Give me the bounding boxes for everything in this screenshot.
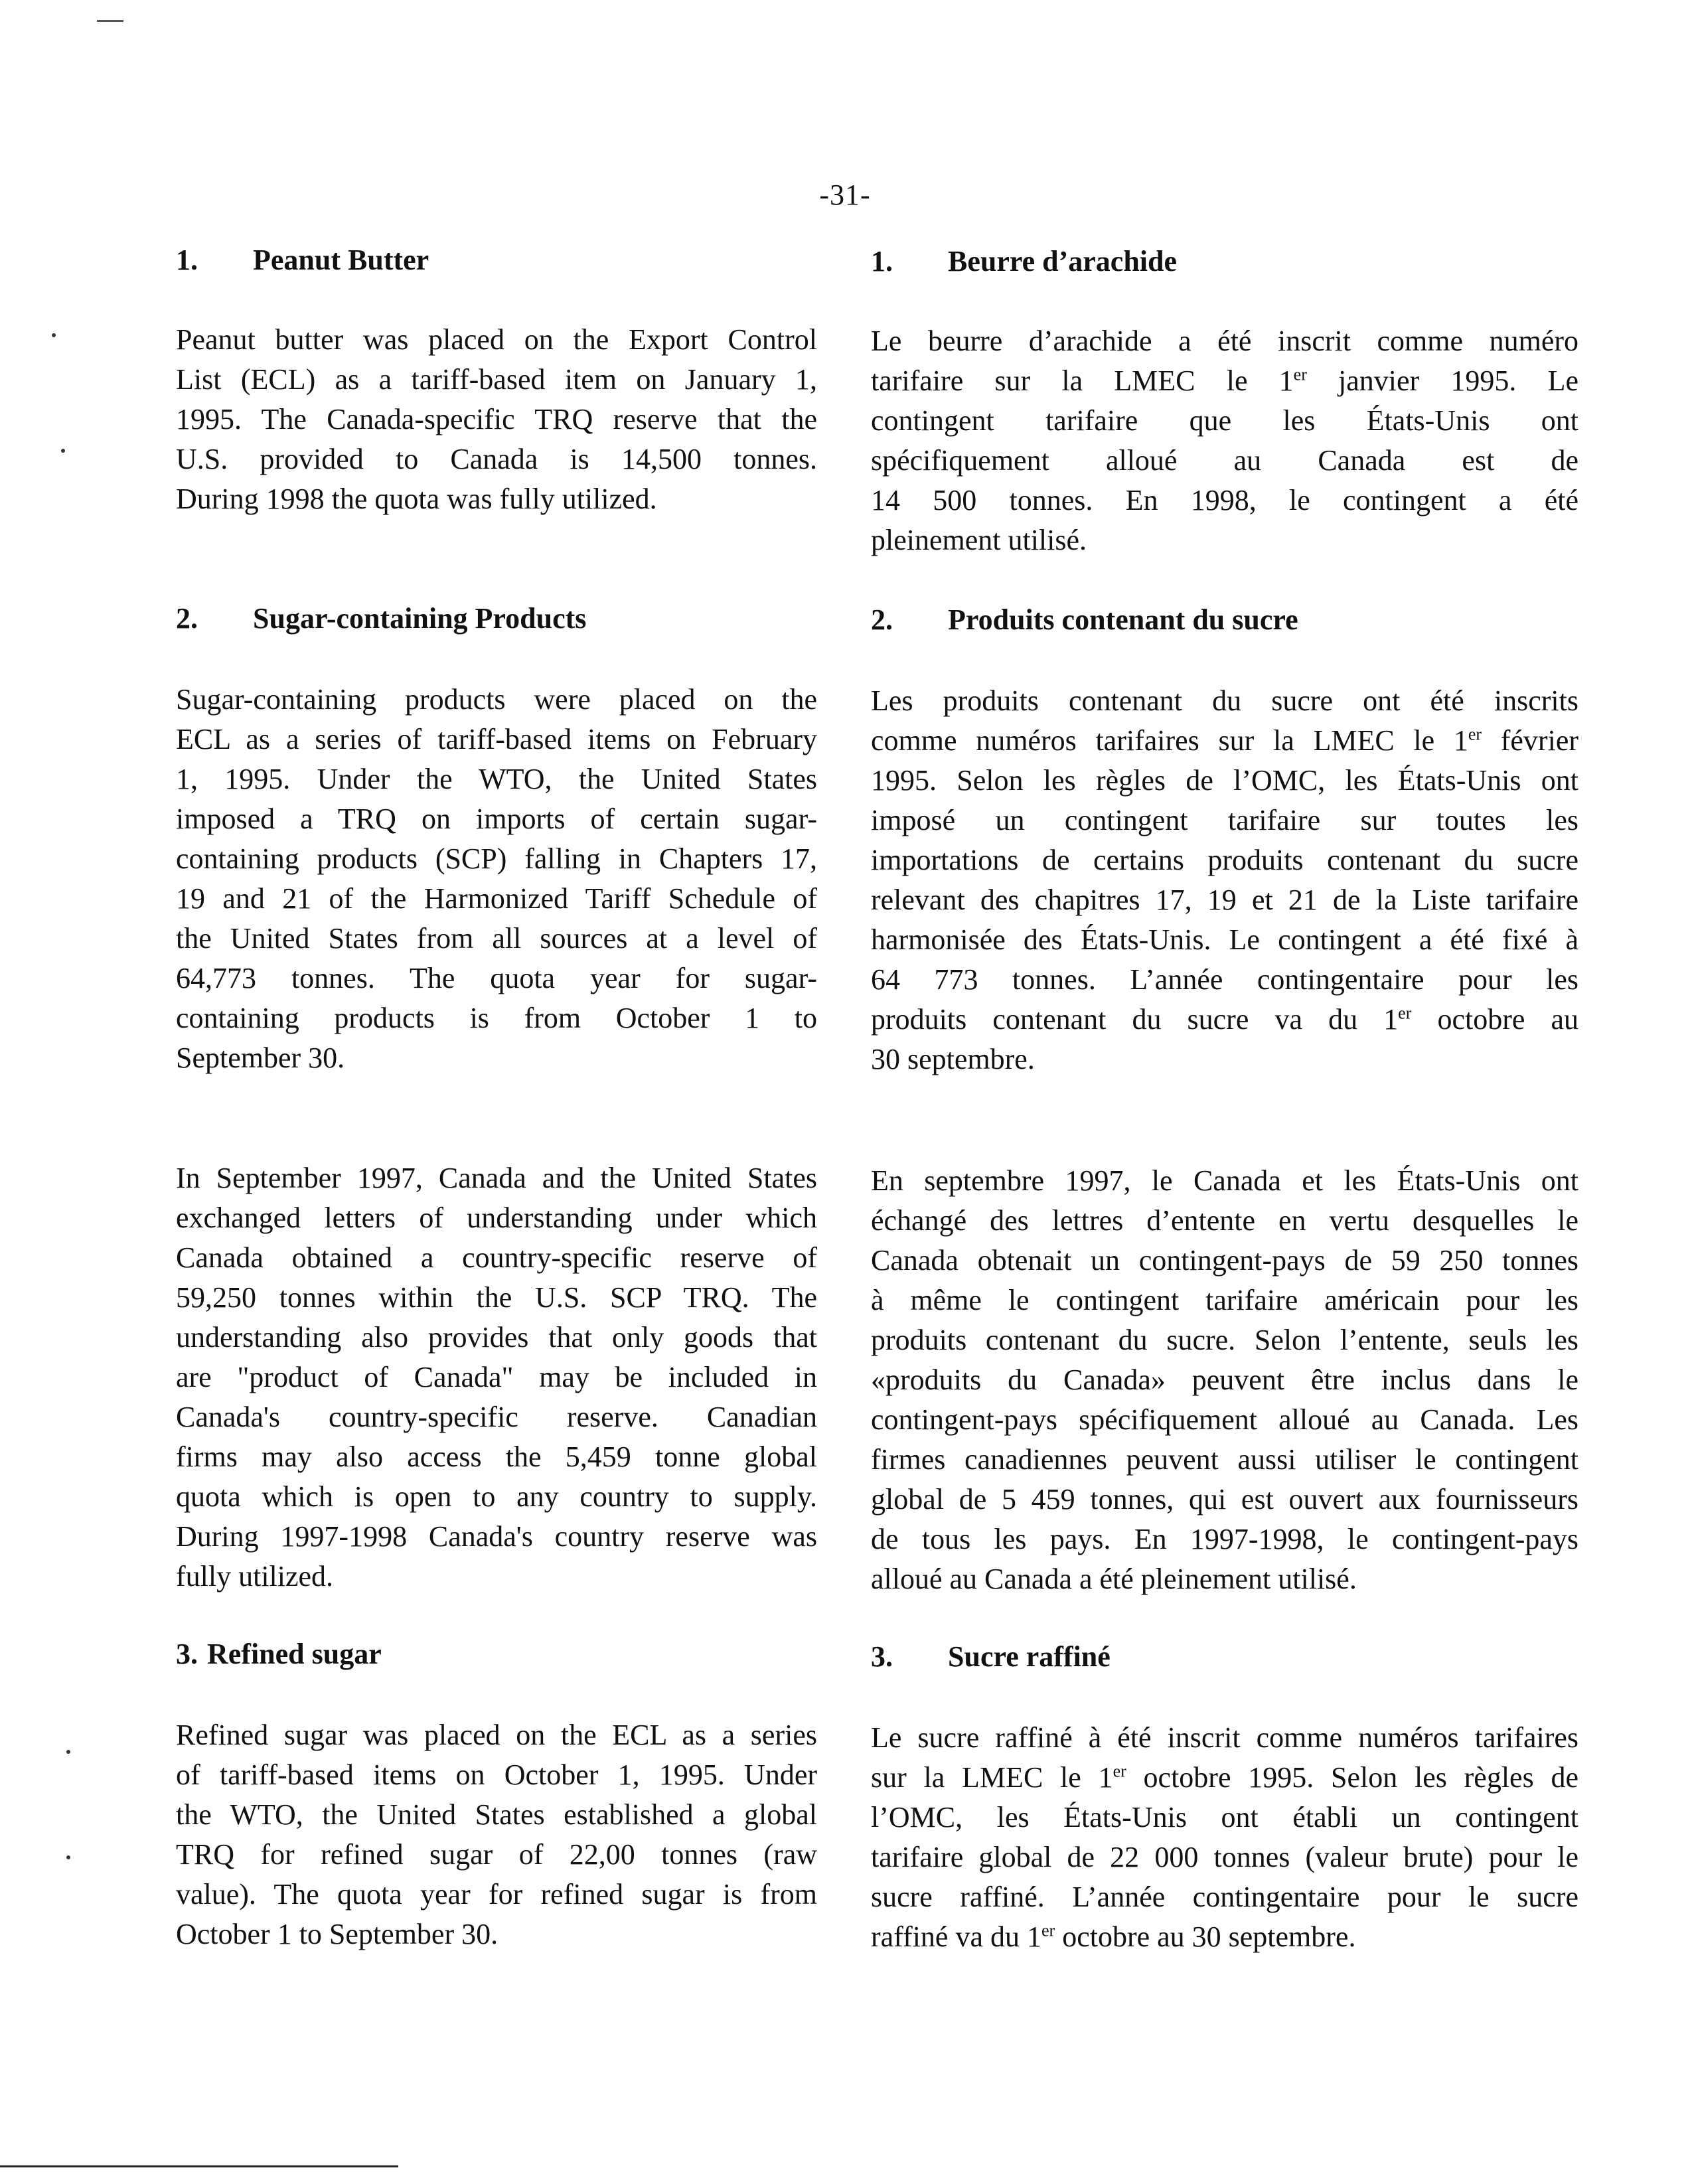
paragraph-line: 64 773 tonnes. L’année contingentaire pour les — [871, 963, 1578, 996]
paragraph-line: de tous les pays. En 1997-1998, le contingent-pays — [871, 1523, 1578, 1555]
page-number: -31- — [819, 179, 871, 211]
paragraph-line: pleinement utilisé. — [871, 524, 1087, 556]
paragraph-line: imposé un contingent tarifaire sur toutes les — [871, 804, 1578, 836]
paragraph-line: Canada obtenait un contingent-pays de 59 250 tonnes — [871, 1244, 1578, 1277]
paragraph-line: October 1 to September 30. — [176, 1918, 499, 1950]
fr-section-1-paragraph — [871, 321, 1578, 560]
fr-section-1-number: 1. — [871, 245, 893, 277]
scan-speck — [66, 1855, 70, 1859]
paragraph-line: Le sucre raffiné à été inscrit comme numéros tarifaires — [871, 1721, 1578, 1754]
paragraph-line: the United States from all sources at a level of — [176, 922, 817, 955]
fr-section-2-number: 2. — [871, 603, 893, 636]
paragraph-line: exchanged letters of understanding under which — [176, 1202, 817, 1234]
paragraph-line: In September 1997, Canada and the United States — [176, 1162, 817, 1194]
paragraph-line: 64,773 tonnes. The quota year for sugar- — [176, 962, 817, 994]
paragraph-line: tarifaire sur la LMEC le 1er janvier 1995. Le — [871, 364, 1578, 397]
paragraph-line: à même le contingent tarifaire américain pour les — [871, 1284, 1578, 1316]
en-section-2-number: 2. — [176, 602, 198, 635]
paragraph-line: sur la LMEC le 1er octobre 1995. Selon les règles de — [871, 1761, 1578, 1794]
scan-speck — [52, 333, 56, 337]
paragraph-line: List (ECL) as a tariff-based item on January 1, — [176, 363, 817, 396]
fr-section-3-title: Sucre raffiné — [948, 1640, 1111, 1673]
fr-section-1-title: Beurre d’arachide — [948, 245, 1178, 277]
paragraph-line: the WTO, the United States established a global — [176, 1798, 817, 1831]
paragraph-line: raffiné va du 1er octobre au 30 septembre. — [871, 1920, 1356, 1953]
fr-section-2-paragraph-1 — [871, 681, 1578, 1079]
paragraph-line: comme numéros tarifaires sur la LMEC le 1er février — [871, 724, 1578, 757]
en-section-2-paragraph-2 — [176, 1158, 817, 1597]
fr-section-3-number: 3. — [871, 1640, 893, 1673]
paragraph-line: l’OMC, les États-Unis ont établi un contingent — [871, 1801, 1578, 1833]
paragraph-line: harmonisée des États-Unis. Le contingent a été fixé à — [871, 923, 1578, 956]
paragraph-line: quota which is open to any country to supply. — [176, 1480, 817, 1513]
paragraph-line: Canada's country-specific reserve. Canadian — [176, 1401, 817, 1433]
paragraph-line: contingent tarifaire que les États-Unis ont — [871, 404, 1578, 437]
paragraph-line: September 30. — [176, 1042, 345, 1074]
paragraph-line: produits contenant du sucre. Selon l’entente, seuls les — [871, 1324, 1578, 1356]
paragraph-line: U.S. provided to Canada is 14,500 tonnes. — [176, 443, 817, 475]
en-section-3-paragraph — [176, 1715, 817, 1954]
paragraph-line: Refined sugar was placed on the ECL as a series — [176, 1719, 817, 1751]
paragraph-line: tarifaire global de 22 000 tonnes (valeur brute) pour le — [871, 1841, 1578, 1873]
paragraph-line: importations de certains produits contenant du sucre — [871, 844, 1578, 876]
paragraph-line: During 1998 the quota was fully utilized. — [176, 483, 657, 515]
paragraph-line: 59,250 tonnes within the U.S. SCP TRQ. The — [176, 1281, 817, 1314]
paragraph-line: 30 septembre. — [871, 1043, 1035, 1075]
paragraph-line: 1, 1995. Under the WTO, the United States — [176, 763, 817, 795]
paragraph-line: value). The quota year for refined sugar is from — [176, 1878, 817, 1911]
paragraph-line: TRQ for refined sugar of 22,00 tonnes (raw — [176, 1838, 817, 1871]
paragraph-line: Sugar-containing products were placed on the — [176, 683, 817, 716]
en-section-1-number: 1. — [176, 244, 198, 276]
paragraph-line: 14 500 tonnes. En 1998, le contingent a été — [871, 484, 1578, 516]
paragraph-line: En septembre 1997, le Canada et les États-Unis ont — [871, 1164, 1578, 1197]
en-section-1-paragraph — [176, 320, 817, 519]
paragraph-line: relevant des chapitres 17, 19 et 21 de la Liste tarifaire — [871, 884, 1578, 916]
paragraph-line: Le beurre d’arachide a été inscrit comme numéro — [871, 325, 1578, 357]
en-section-1-title: Peanut Butter — [253, 244, 429, 276]
paragraph-line: Canada obtained a country-specific reserve of — [176, 1241, 817, 1274]
paragraph-line: 1995. The Canada-specific TRQ reserve that the — [176, 403, 817, 435]
paragraph-line: firms may also access the 5,459 tonne global — [176, 1441, 817, 1473]
en-section-3-number: 3. — [176, 1638, 198, 1670]
fr-section-3-paragraph — [871, 1718, 1578, 1957]
fr-section-3-heading — [871, 1637, 1578, 1677]
paragraph-line: are "product of Canada" may be included in — [176, 1361, 817, 1393]
paragraph-line: fully utilized. — [176, 1560, 334, 1593]
scan-speck — [66, 1750, 70, 1754]
paragraph-line: échangé des lettres d’entente en vertu desquelles le — [871, 1204, 1578, 1237]
paragraph-line: 1995. Selon les règles de l’OMC, les États-Unis ont — [871, 764, 1578, 797]
paragraph-line: ECL as a series of tariff-based items on February — [176, 723, 817, 755]
en-section-3-title: Refined sugar — [207, 1638, 382, 1670]
paragraph-line: During 1997-1998 Canada's country reserve was — [176, 1520, 817, 1553]
paragraph-line: «produits du Canada» peuvent être inclus dans le — [871, 1364, 1578, 1396]
paragraph-line: containing products is from October 1 to — [176, 1002, 817, 1034]
fr-section-2-heading — [871, 600, 1578, 640]
footer-rule — [0, 2165, 398, 2167]
paragraph-line: containing products (SCP) falling in Chapters 17, — [176, 842, 817, 875]
scan-speck — [61, 449, 65, 453]
en-section-1-heading — [176, 240, 817, 280]
en-section-2-heading — [176, 599, 817, 639]
paragraph-line: produits contenant du sucre va du 1er octobre au — [871, 1003, 1578, 1036]
paragraph-line: alloué au Canada a été pleinement utilisé. — [871, 1563, 1357, 1595]
en-section-2-paragraph-1 — [176, 680, 817, 1078]
paragraph-line: imposed a TRQ on imports of certain sugar- — [176, 803, 817, 835]
paragraph-line: Les produits contenant du sucre ont été inscrits — [871, 684, 1578, 717]
paragraph-line: Peanut butter was placed on the Export Control — [176, 323, 817, 356]
paragraph-line: of tariff-based items on October 1, 1995. Under — [176, 1758, 817, 1791]
en-section-3-heading — [176, 1634, 817, 1674]
paragraph-line: contingent-pays spécifiquement alloué au Canada. Les — [871, 1403, 1578, 1436]
paragraph-line: spécifiquement alloué au Canada est de — [871, 444, 1578, 477]
paragraph-line: firmes canadiennes peuvent aussi utiliser le contingent — [871, 1443, 1578, 1476]
paragraph-line: global de 5 459 tonnes, qui est ouvert aux fournisseurs — [871, 1483, 1578, 1516]
paragraph-line: understanding also provides that only goods that — [176, 1321, 817, 1354]
fr-section-1-heading — [871, 242, 1578, 281]
en-section-2-title: Sugar-containing Products — [253, 602, 587, 635]
fr-section-2-title: Produits contenant du sucre — [948, 603, 1298, 636]
scan-mark — [97, 20, 123, 22]
paragraph-line: sucre raffiné. L’année contingentaire pour le sucre — [871, 1881, 1578, 1913]
paragraph-line: 19 and 21 of the Harmonized Tariff Schedule of — [176, 882, 817, 915]
fr-section-2-paragraph-2 — [871, 1161, 1578, 1599]
